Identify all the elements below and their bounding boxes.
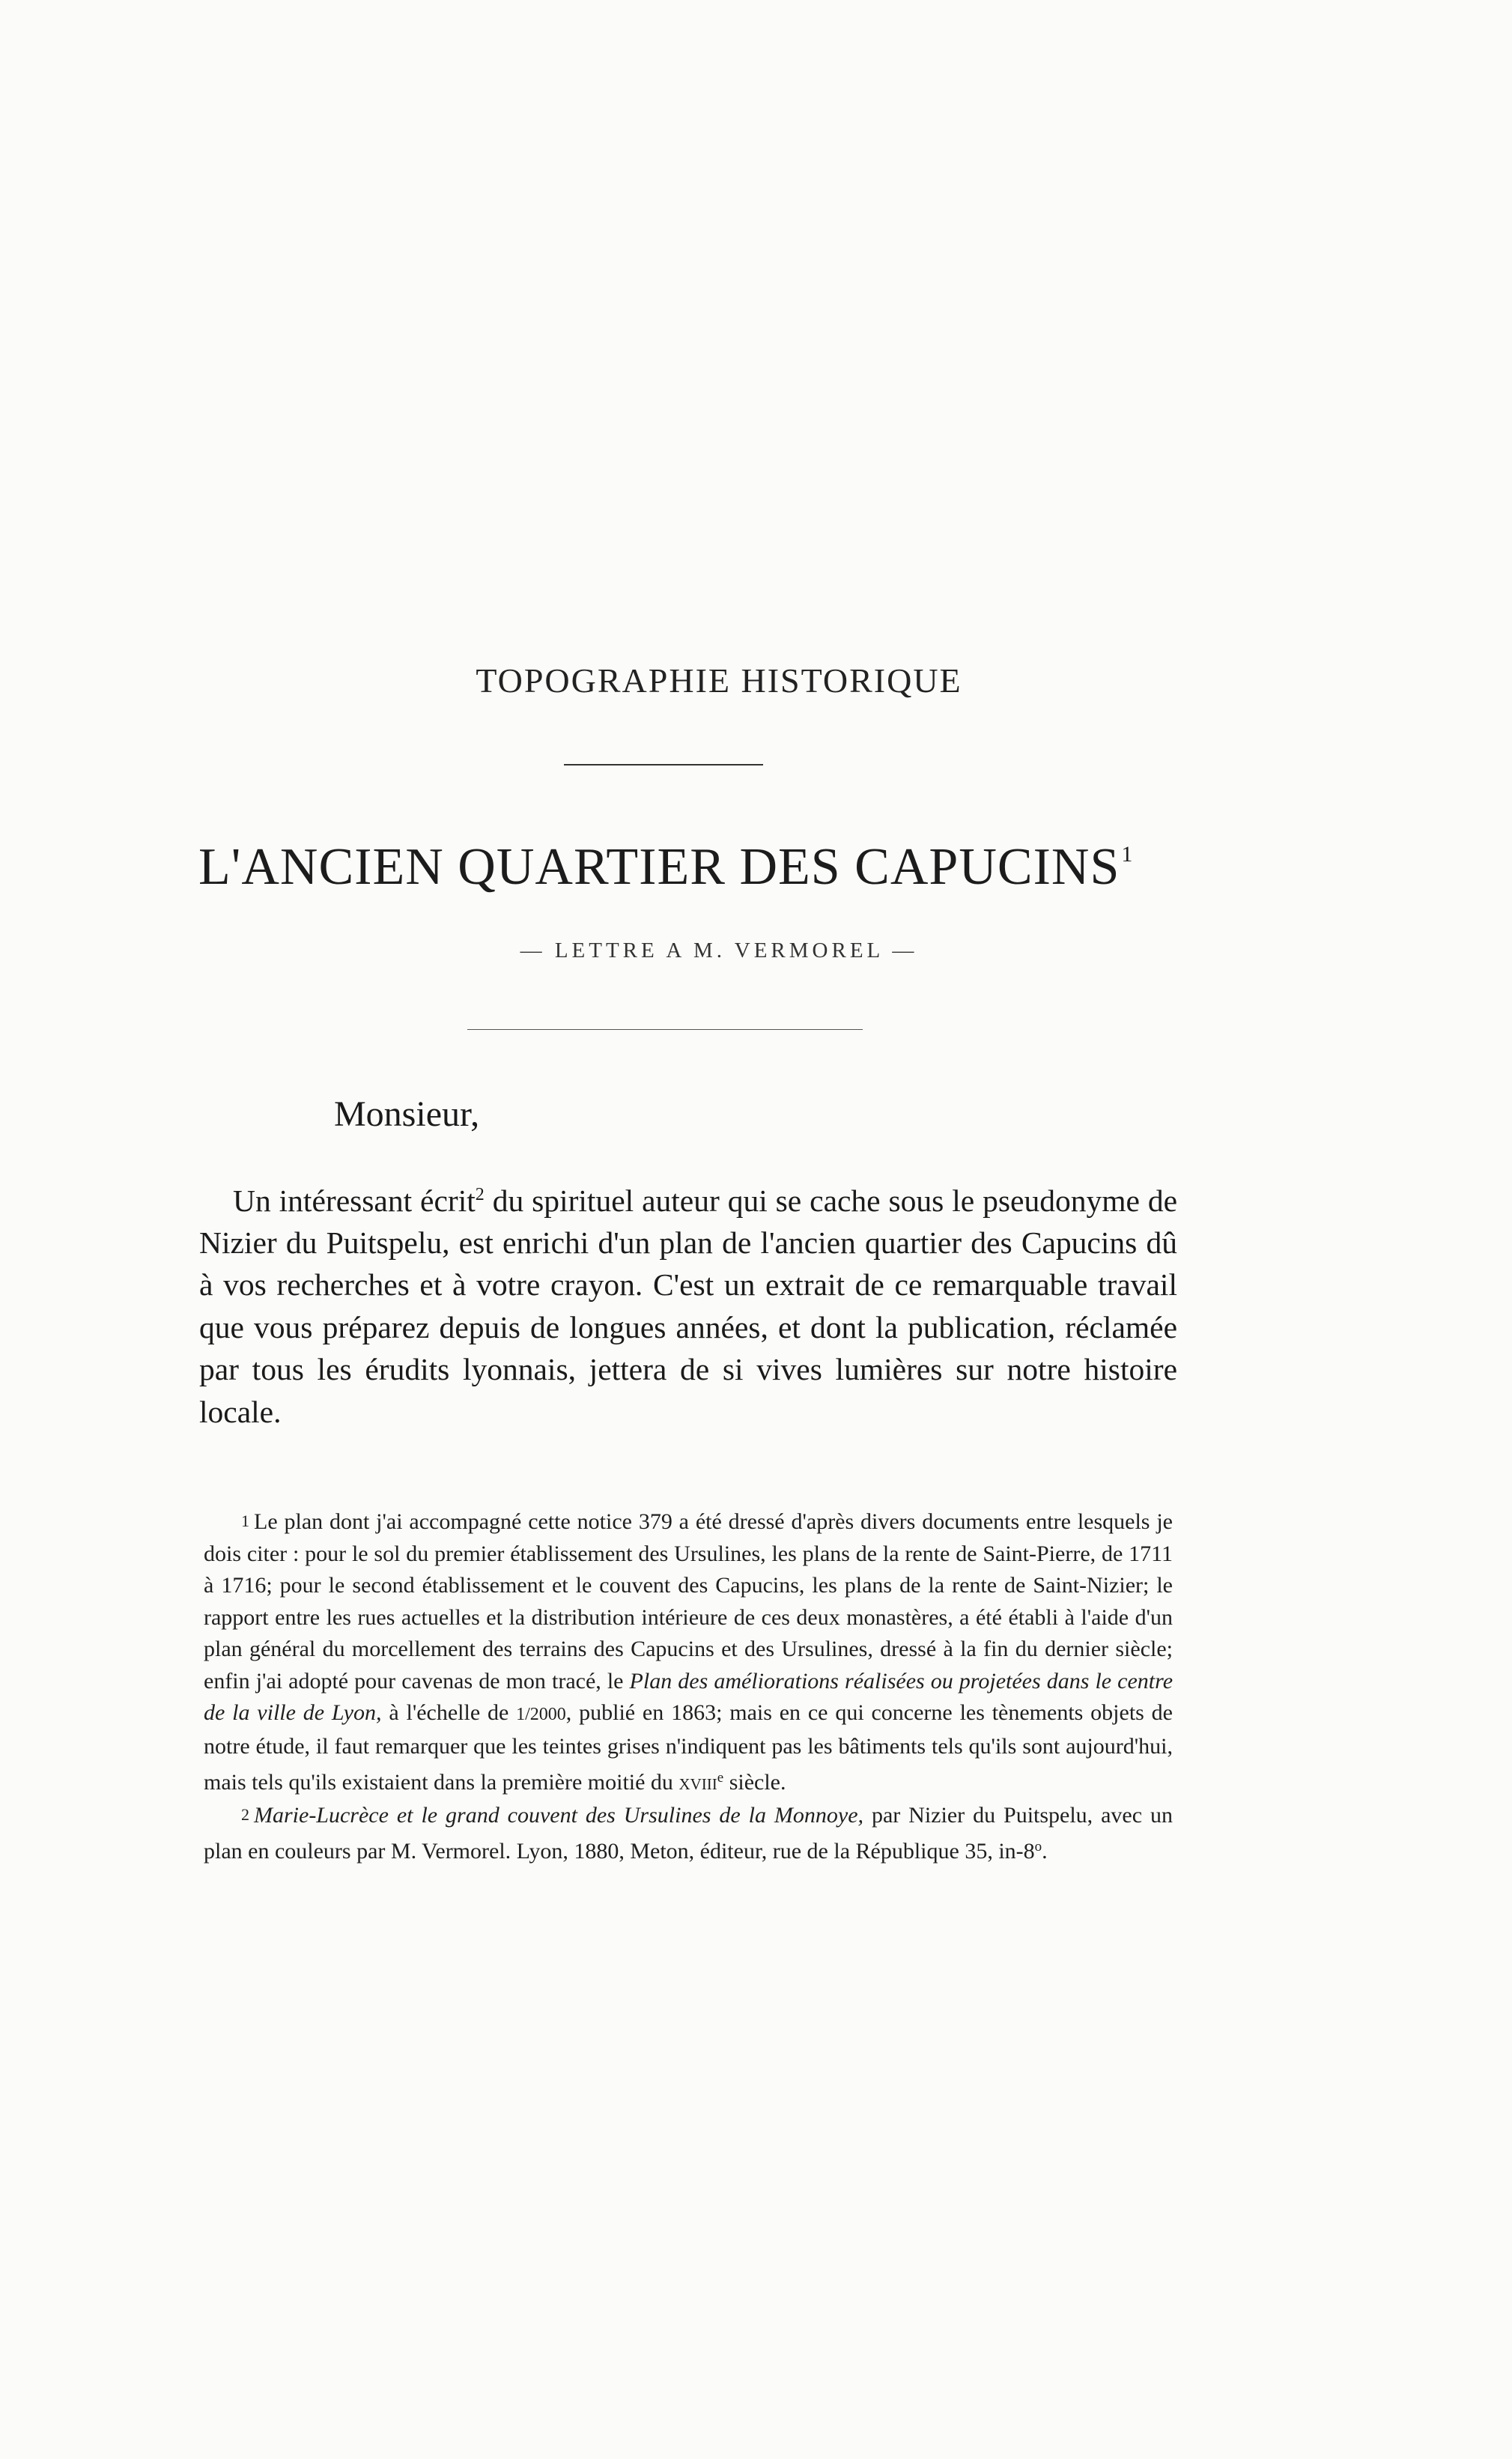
body-text-start: Un intéressant écrit	[233, 1183, 476, 1218]
footnote-1-scale: 1/2000	[516, 1705, 566, 1724]
footnote-1-text-d: siècle.	[723, 1770, 786, 1795]
footnote-1	[204, 1506, 1173, 1799]
subtitle-divider	[467, 1029, 863, 1030]
article-title	[198, 837, 1168, 897]
footnote-1-text-a: Le plan dont j'ai accompagné cette notice 379 a été dressé d'après divers documents entre lesquels je dois citer : pour le sol du premier établissement des Ursulines, les plans de la rente de Saint-Pierre, de 1711 à 1716; pour le second établissement et le couvent des Capucins, les plans de la rente de Saint-Nizier; le rapport entre les rues actuelles et la distribution intérieure de ces deux monastères, a été établi à l'aide d'un plan général du morcellement des terrains des Capucins et des Ursulines, dressé à la fin du dernier siècle; enfin j'ai adopté pour cavenas de mon tracé, le	[204, 1509, 1173, 1694]
footnote-2-end: .	[1042, 1839, 1048, 1864]
body-text-rest: du spirituel auteur qui se cache sous le pseudonyme de Nizier du Puitspelu, est enrichi d'un plan de l'ancien quartier des Capucins dû à vos recherches et à votre crayon. C'est un extrait de ce remarquable travail que vous préparez depuis de longues années, et dont la publication, réclamée par tous les érudits lyonnais, jettera de si vives lumières sur notre histoire locale.	[199, 1183, 1177, 1429]
article-title-text: L'ANCIEN QUARTIER DES CAPUCINS	[198, 838, 1120, 896]
footnote-2-sup: o	[1034, 1839, 1042, 1855]
footnote-2-number: 2	[241, 1804, 249, 1824]
footnote-1-plan-title: Plan des améliorations réalisées ou projetées dans le centre de la ville de Lyon,	[204, 1668, 1174, 1725]
title-footnote-mark: 1	[1121, 842, 1134, 867]
salutation: Monsieur,	[334, 1094, 480, 1134]
footnote-1-text-b: à l'échelle de	[381, 1700, 517, 1725]
footnote-1-number: 1	[241, 1512, 249, 1530]
title-divider	[564, 764, 763, 765]
body-paragraph	[199, 1174, 1177, 1434]
footnote-2-book-title: Marie-Lucrèce et le grand couvent des Ursulines de la Monnoye,	[254, 1802, 864, 1828]
section-title: TOPOGRAPHIE HISTORIQUE	[476, 661, 962, 700]
footnote-ref-2: 2	[475, 1184, 485, 1204]
footnote-2	[204, 1799, 1173, 1868]
article-subtitle: — LETTRE A M. VERMOREL —	[520, 939, 918, 962]
footnotes	[204, 1506, 1173, 1868]
footnote-1-century: xviii	[678, 1770, 717, 1795]
footnote-1-century-sup: e	[717, 1770, 724, 1786]
footnote-1-text-c: , publié en 1863; mais en ce qui concerne les tènements objets de notre étude, il faut remarquer que les teintes grises n'indiquent pas les bâtiments tels qu'ils sont aujourd'hui, mais tels qu'ils existaient dans la première moitié du	[204, 1700, 1173, 1795]
footnote-2-text: par Nizier du Puitspelu, avec un plan en couleurs par M. Vermorel. Lyon, 1880, Meton, éditeur, rue de la République 35, in-8	[204, 1802, 1173, 1864]
